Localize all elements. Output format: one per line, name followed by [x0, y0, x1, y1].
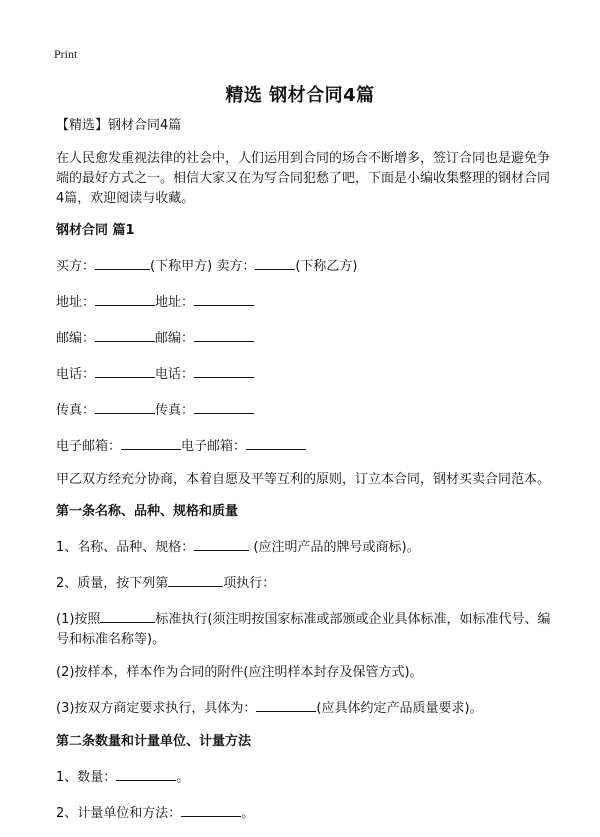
email-row	[56, 434, 556, 457]
fax-label-a: 传真：	[56, 403, 96, 418]
document-body	[56, 116, 556, 837]
phone-label-a: 电话：	[56, 367, 96, 382]
article2-item1	[56, 765, 556, 788]
phone-row	[56, 362, 556, 385]
document-title: 精选 钢材合同4篇	[225, 85, 375, 106]
article1-item4: (2)按样本，样本作为合同的附件(应注明样本封存及保管方式)。	[56, 665, 423, 680]
article1-item5	[56, 696, 556, 719]
article2-item2-suffix: 。	[241, 806, 255, 821]
email-blank-a	[121, 434, 181, 450]
article1-item2-blank	[168, 571, 223, 587]
article1-item3	[56, 607, 556, 650]
postcode-label-a: 邮编：	[56, 331, 96, 346]
address-blank-a	[95, 290, 155, 306]
phone-blank-a	[95, 362, 155, 378]
phone-label-b: 电话：	[155, 367, 195, 382]
section-title: 钢材合同 篇1	[56, 223, 135, 238]
article1-item3-suffix: 标准执行(须注明按国家标准或部颁或企业具体标准，如标准代号、编号和标准名称等)。	[56, 612, 551, 647]
buyer-blank	[95, 254, 150, 270]
article1-item2-suffix: 项执行：	[223, 576, 276, 591]
article1-item5-suffix: (应具体约定产品质量要求)。	[316, 701, 483, 716]
article1-item2-prefix: 2、质量，按下列第	[56, 576, 169, 591]
article2-item2-prefix: 2、计量单位和方法：	[56, 806, 182, 821]
article2-item1-blank	[116, 765, 176, 781]
article2-item2-blank	[181, 801, 241, 817]
fax-blank-b	[194, 398, 254, 414]
article1-item5-prefix: (3)按双方商定要求执行，具体为：	[56, 701, 257, 716]
postcode-label-b: 邮编：	[155, 331, 195, 346]
article2-item1-prefix: 1、数量：	[56, 770, 117, 785]
email-label-a: 电子邮箱：	[56, 439, 122, 454]
postcode-blank-b	[194, 326, 254, 342]
address-blank-b	[194, 290, 254, 306]
seller-blank	[255, 254, 295, 270]
article1-item5-blank	[256, 696, 316, 712]
fax-label-b: 传真：	[155, 403, 195, 418]
email-blank-b	[246, 434, 306, 450]
email-label-b: 电子邮箱：	[181, 439, 247, 454]
phone-blank-b	[194, 362, 254, 378]
article1-item1-prefix: 1、名称、品种、规格：	[56, 540, 195, 555]
buyer-note: (下称甲方)	[150, 259, 213, 274]
address-label-b: 地址：	[155, 295, 195, 310]
document-subtitle: 【精选】钢材合同4篇	[56, 118, 182, 133]
article1-item2	[56, 571, 556, 594]
buyer-label: 买方：	[56, 259, 96, 274]
article1-item3-blank	[100, 607, 155, 623]
postcode-blank-a	[95, 326, 155, 342]
seller-note: (下称乙方)	[295, 259, 358, 274]
fax-row	[56, 398, 556, 421]
article1-title: 第一条名称、品种、规格和质量	[56, 504, 239, 519]
article1-item1-blank	[194, 535, 249, 551]
article1-item3-prefix: (1)按照	[56, 612, 101, 627]
seller-label: 卖方：	[216, 259, 256, 274]
address-row	[56, 290, 556, 313]
agreement-paragraph: 甲乙双方经充分协商，本着自愿及平等互利的原则，订立本合同，钢材买卖合同范本。	[56, 472, 551, 487]
print-link[interactable]: Print	[54, 47, 78, 61]
article2-item2	[56, 801, 556, 824]
article1-item1	[56, 535, 556, 558]
intro-paragraph: 在人民愈发重视法律的社会中，人们运用到合同的场合不断增多，签订合同也是避免争端的最好方式之一。相信大家又在为写合同犯愁了吧，下面是小编收集整理的钢材合同4篇，欢迎阅读与收藏。	[56, 151, 551, 206]
article2-item1-suffix: 。	[176, 770, 190, 785]
parties-row	[56, 254, 556, 277]
article2-title: 第二条数量和计量单位、计量方法	[56, 734, 252, 749]
address-label-a: 地址：	[56, 295, 96, 310]
fax-blank-a	[95, 398, 155, 414]
article1-item1-suffix: (应注明产品的牌号或商标)。	[253, 540, 420, 555]
postcode-row	[56, 326, 556, 349]
